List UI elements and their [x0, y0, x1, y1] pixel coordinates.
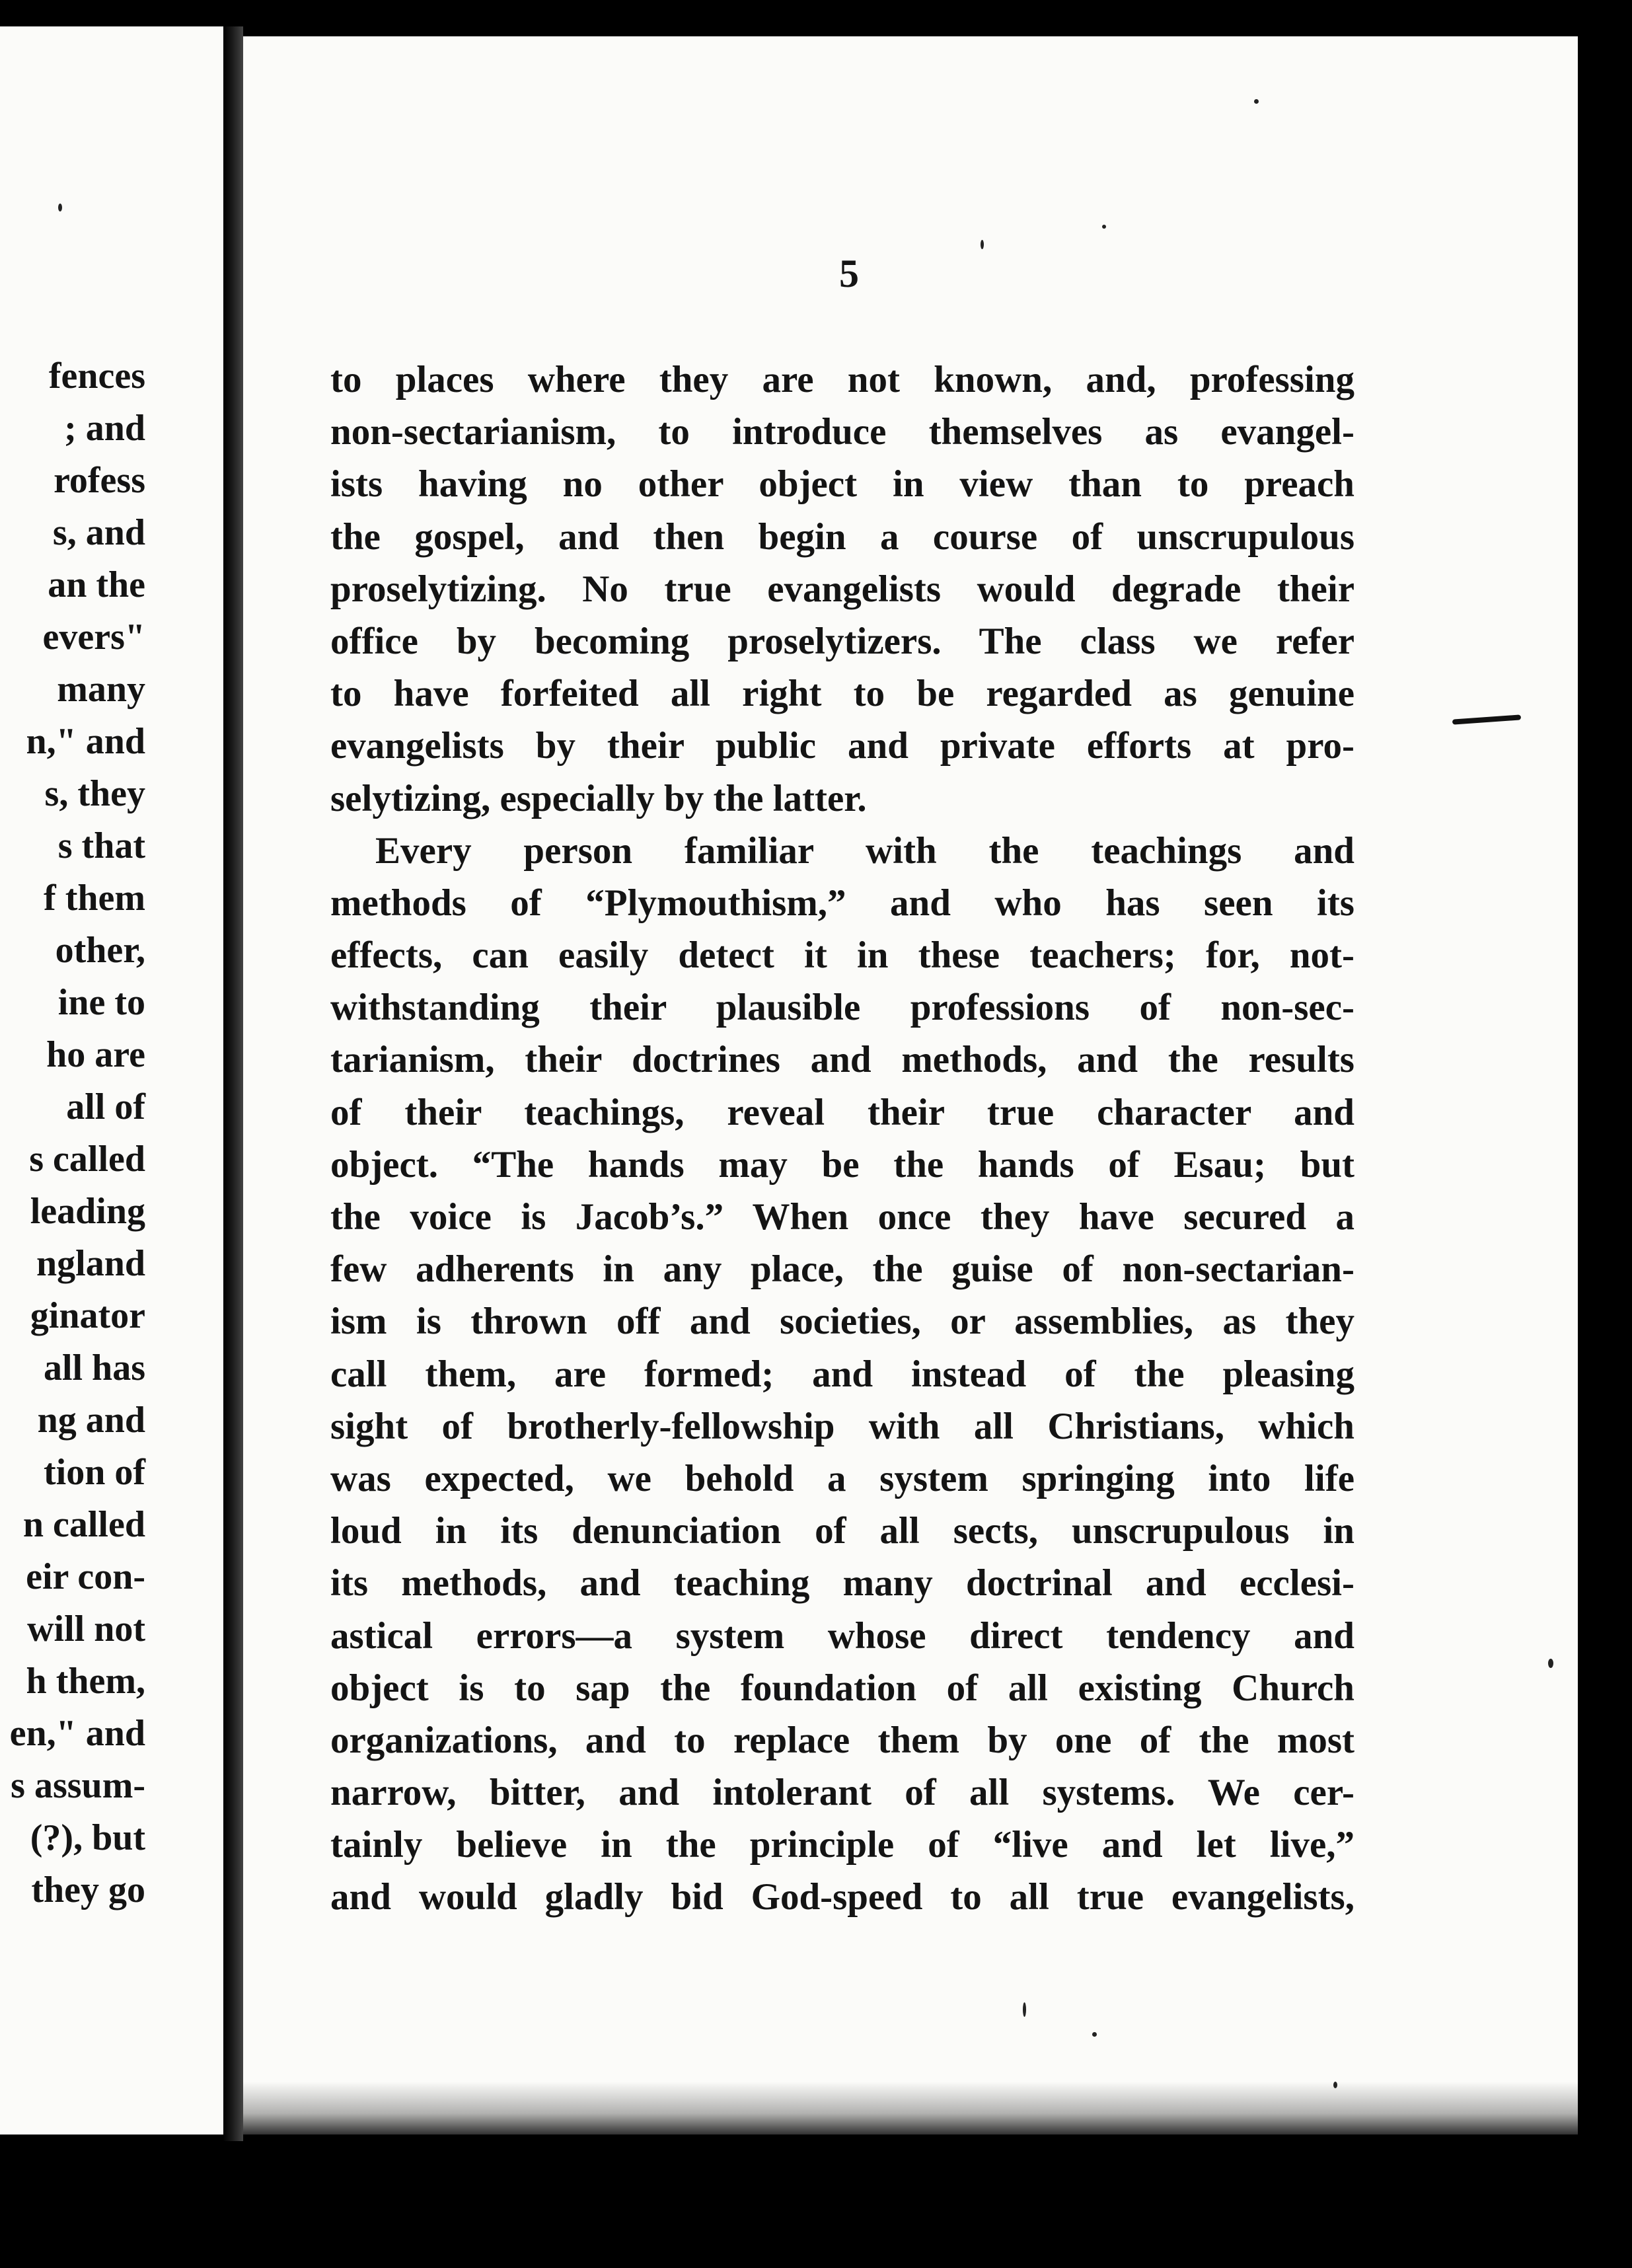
- body-text-line: proselytizing. No true evangelists would degrade their: [330, 568, 1354, 610]
- body-text-line: office by becoming proselytizers. The class we refer: [330, 620, 1354, 662]
- left-text-line: (?), but: [30, 1817, 145, 1858]
- body-text-line: the gospel, and then begin a course of unscrupulous: [330, 515, 1354, 558]
- left-text-line: h them,: [26, 1661, 145, 1702]
- page-body-text: [330, 354, 1354, 1924]
- body-text-line: to places where they are not known, and, professing: [330, 359, 1354, 400]
- left-text-line: n," and: [26, 721, 145, 762]
- left-text-line: all has: [43, 1347, 145, 1388]
- left-text-line: ho are: [46, 1034, 145, 1075]
- left-text-line: s called: [29, 1139, 145, 1180]
- body-text-line: evangelists by their public and private efforts at pro-: [330, 725, 1354, 767]
- body-text-line: methods of “Plymouthism,” and who has seen its: [330, 882, 1354, 924]
- left-text-line: they go: [31, 1870, 145, 1910]
- left-text-line: leading: [30, 1191, 145, 1232]
- body-text-line: astical errors—a system whose direct tendency and: [330, 1614, 1354, 1657]
- left-text-line: evers": [42, 617, 145, 658]
- body-text-line: organizations, and to replace them by one of the most: [330, 1719, 1354, 1761]
- left-text-line: other,: [55, 930, 145, 971]
- body-text-line: tainly believe in the principle of “live and let live,”: [330, 1824, 1354, 1866]
- left-text-line: s that: [57, 825, 145, 866]
- scan-speck: [1548, 1659, 1553, 1668]
- left-text-line: n called: [22, 1504, 145, 1545]
- body-text-line: and would gladly bid God-speed to all true evangelists,: [330, 1876, 1354, 1918]
- left-text-line: s, and: [52, 512, 145, 553]
- body-text-line: object is to sap the foundation of all existing Church: [330, 1667, 1354, 1709]
- left-page-text: [0, 350, 145, 1916]
- scan-speck: [1102, 225, 1106, 229]
- body-text-line: few adherents in any place, the guise of non-sectarian-: [330, 1248, 1354, 1291]
- left-text-line: will not: [27, 1608, 145, 1649]
- body-text-line: was expected, we behold a system springing into life: [330, 1457, 1354, 1499]
- body-text-line: Every person familiar with the teachings and: [375, 829, 1354, 872]
- body-text-line: tarianism, their doctrines and methods, and the results: [330, 1039, 1354, 1081]
- body-text-line: non-sectarianism, to introduce themselves as evangel-: [330, 411, 1354, 453]
- left-text-line: ngland: [36, 1243, 145, 1284]
- body-text-line: object. “The hands may be the hands of Esau; but: [330, 1143, 1354, 1186]
- body-text-line: the voice is Jacob’s.” When once they have secured a: [330, 1196, 1354, 1238]
- page-number: 5: [839, 252, 859, 295]
- left-text-line: tion of: [44, 1452, 145, 1493]
- body-text-line: sight of brotherly-fellowship with all Christians, which: [330, 1405, 1354, 1447]
- body-text-line: ism is thrown off and societies, or assemblies, as they: [330, 1301, 1354, 1343]
- left-text-line: ; and: [64, 408, 145, 449]
- scan-speck: [981, 240, 984, 249]
- body-text-line: of their teachings, reveal their true character and: [330, 1091, 1354, 1133]
- left-text-line: rofess: [54, 460, 145, 501]
- body-text-line: call them, are formed; and instead of the pleasing: [330, 1353, 1354, 1395]
- body-text-line: withstanding their plausible professions of non-sec-: [330, 987, 1354, 1029]
- left-text-line: s assum-: [11, 1765, 145, 1806]
- left-text-line: an the: [48, 564, 145, 605]
- left-text-line: ginator: [30, 1295, 145, 1336]
- page-gutter: [223, 26, 243, 2141]
- scan-speck: [1023, 2002, 1026, 2017]
- body-text-line: loud in its denunciation of all sects, unscrupulous in: [330, 1510, 1354, 1552]
- right-page: [243, 36, 1578, 2135]
- body-text-line: selytizing, especially by the latter.: [330, 777, 867, 819]
- left-text-line: f them: [44, 878, 145, 919]
- left-text-line: ine to: [57, 982, 145, 1023]
- body-text-line: its methods, and teaching many doctrinal and ecclesi-: [330, 1562, 1354, 1605]
- scan-speck: [1092, 2032, 1097, 2037]
- left-text-line: s, they: [44, 773, 145, 814]
- left-text-line: eir con-: [26, 1556, 145, 1597]
- scan-speck: [1254, 99, 1259, 104]
- left-text-line: ng and: [37, 1400, 145, 1441]
- left-text-line: many: [57, 669, 145, 710]
- scan-speck: [58, 204, 62, 211]
- body-text-line: effects, can easily detect it in these teachers; for, not-: [330, 934, 1354, 977]
- left-text-line: en," and: [9, 1713, 145, 1754]
- body-text-line: narrow, bitter, and intolerant of all systems. We cer-: [330, 1772, 1354, 1814]
- left-page-fragment: [0, 26, 223, 2135]
- left-text-line: fences: [48, 356, 145, 397]
- page-bottom-edge: [243, 2082, 1578, 2135]
- body-text-line: ists having no other object in view than to preach: [330, 463, 1354, 506]
- body-text-line: to have forfeited all right to be regarded as genuine: [330, 673, 1354, 715]
- left-text-line: all of: [66, 1086, 145, 1127]
